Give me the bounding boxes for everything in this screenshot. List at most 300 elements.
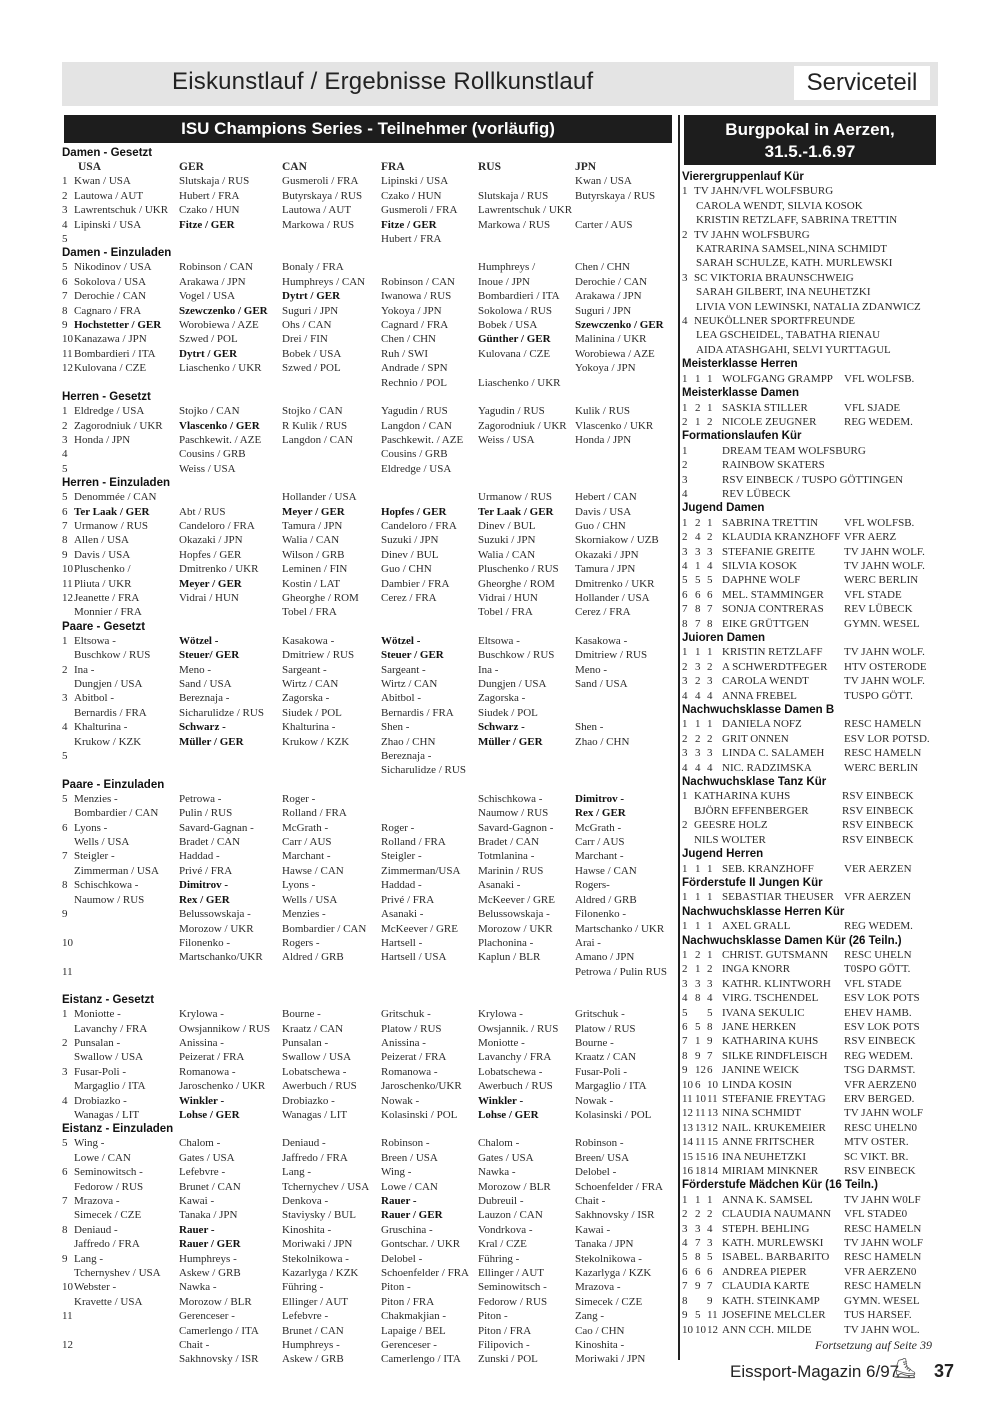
table-cell xyxy=(179,893,282,907)
table-cell xyxy=(381,347,478,361)
athlete-name: DAPHNE WOLF xyxy=(722,574,801,587)
skater-name: Stojko / CAN xyxy=(282,405,343,418)
table-cell xyxy=(575,376,675,390)
skater-name: Ina - xyxy=(478,663,499,676)
table-cell xyxy=(575,1108,675,1122)
table-cell xyxy=(179,720,282,734)
skater-name: Markowa / RUS xyxy=(478,218,551,231)
table-row xyxy=(62,1280,676,1294)
athlete-name: SABRINA TRETTIN xyxy=(722,516,819,529)
rank-1: 4 xyxy=(682,689,688,702)
athlete-name: CLAUDIA NAUMANN xyxy=(722,1208,832,1221)
skater-name: Lipinski / USA xyxy=(381,175,449,188)
skater-name: Piton - xyxy=(381,1281,411,1294)
table-row xyxy=(62,1324,676,1338)
skater-name: Moniotte - xyxy=(478,1036,525,1049)
row-number: 10 xyxy=(62,1281,73,1294)
rank-2: 10 xyxy=(695,1093,706,1105)
result-row xyxy=(682,1265,940,1279)
skater-name: Zagorodniuk / UKR xyxy=(74,419,163,432)
skater-name: Gerenceser - xyxy=(179,1310,235,1323)
result-row xyxy=(682,1092,940,1106)
table-cell xyxy=(282,533,381,547)
table-cell xyxy=(282,577,381,591)
table-cell xyxy=(62,1079,179,1093)
rank-3: 15 xyxy=(707,1136,718,1149)
row-number: 6 xyxy=(62,1166,68,1179)
result-row xyxy=(682,948,940,962)
club-name: TSG DARMST. xyxy=(844,1064,916,1077)
athlete-name: SONJA CONTRERAS xyxy=(722,603,824,616)
skater-name: Meno - xyxy=(575,663,608,676)
table-cell xyxy=(62,591,179,605)
table-cell xyxy=(575,490,675,504)
skater-name: Martschanko/UKR xyxy=(179,951,263,964)
rank-1: 8 xyxy=(682,617,688,630)
section-title: Herren - Einzuladen xyxy=(62,477,170,490)
table-cell xyxy=(62,218,179,232)
table-cell xyxy=(179,907,282,921)
table-cell xyxy=(478,174,575,188)
table-cell xyxy=(381,562,478,576)
row-number: 7 xyxy=(62,850,68,863)
table-cell xyxy=(62,893,179,907)
skater-name: McGrath - xyxy=(282,821,329,834)
skater-name: Czako / HUN xyxy=(179,204,240,217)
rank-1: 6 xyxy=(682,1265,688,1278)
club-name: RSV EINBECK xyxy=(844,1165,916,1178)
skater-name: Kral / CZE xyxy=(478,1238,527,1251)
athlete-name: GEESRE HOLZ xyxy=(694,819,768,832)
result-row xyxy=(682,746,940,760)
skater-name: Shen - xyxy=(381,721,410,734)
skater-name: Meyer / GER xyxy=(179,577,242,590)
table-cell xyxy=(179,447,282,461)
table-cell xyxy=(62,1151,179,1165)
team-entry xyxy=(682,314,940,357)
table-cell xyxy=(575,1266,675,1280)
table-row xyxy=(62,965,676,979)
table-cell xyxy=(179,218,282,232)
skater-name: Hollander / USA xyxy=(282,491,357,504)
table-cell xyxy=(179,864,282,878)
rank-3: 3 xyxy=(707,747,713,760)
table-cell xyxy=(575,1036,675,1050)
skater-name: Zagorska - xyxy=(478,692,526,705)
table-row xyxy=(62,332,676,346)
rank-3: 1 xyxy=(707,1193,713,1206)
section-gap xyxy=(62,979,676,993)
table-cell xyxy=(381,1338,478,1352)
table-cell xyxy=(575,907,675,921)
rank-3: 2 xyxy=(707,660,713,673)
result-row xyxy=(682,732,940,746)
rank-3: 2 xyxy=(707,415,713,428)
table-cell xyxy=(381,691,478,705)
skater-name: Hopfes / GER xyxy=(381,505,447,518)
table-cell xyxy=(381,1050,478,1064)
rank-3: 1 xyxy=(707,401,713,414)
pair-rank: 1 xyxy=(682,790,688,803)
banner-title: Eiskunstlauf / Ergebnisse Rollkunstlauf xyxy=(172,68,594,95)
table-cell xyxy=(381,1136,478,1150)
rank-1: 5 xyxy=(682,1006,688,1019)
table-cell xyxy=(478,218,575,232)
table-cell xyxy=(478,533,575,547)
table-row xyxy=(62,893,676,907)
skater-name: Lobatschewa - xyxy=(478,1065,543,1078)
club-name: WERC BERLIN xyxy=(844,761,919,774)
rank-1: 5 xyxy=(682,574,688,587)
club-name: TV JAHN WOLF xyxy=(844,1237,924,1250)
skater-name: Vidrai / HUN xyxy=(179,591,239,604)
skater-name: Bombardier / CAN xyxy=(74,807,159,820)
skater-name: Vlascenko / GER xyxy=(179,419,260,432)
rank-1: 3 xyxy=(682,747,688,760)
table-row xyxy=(62,1208,676,1222)
table-cell xyxy=(478,260,575,274)
table-cell xyxy=(575,591,675,605)
table-cell xyxy=(575,691,675,705)
skater-name: Robinson - xyxy=(381,1137,430,1150)
skater-name: Wilson / GRB xyxy=(282,548,345,561)
table-cell xyxy=(282,289,381,303)
table-cell xyxy=(575,792,675,806)
skater-name: Lefebvre - xyxy=(282,1310,329,1323)
skater-name: Inoue / JPN xyxy=(478,275,530,288)
skater-name: Hubert / FRA xyxy=(179,189,240,202)
table-cell xyxy=(282,1266,381,1280)
rank-3 xyxy=(707,487,722,501)
club-name: RSV EINBECK xyxy=(842,804,914,817)
table-row xyxy=(62,232,676,246)
skater-name: Gritschuk - xyxy=(575,1008,625,1021)
table-cell xyxy=(179,936,282,950)
table-cell xyxy=(575,562,675,576)
row-number: 7 xyxy=(62,290,68,303)
table-cell xyxy=(381,835,478,849)
table-cell xyxy=(478,706,575,720)
athlete-name: JANINE WEICK xyxy=(722,1064,800,1077)
skater-name: Cerez / FRA xyxy=(381,591,437,604)
skater-name: Margaglio / ITA xyxy=(74,1080,146,1093)
rank-2: 8 xyxy=(695,1251,701,1264)
rank-2: 1 xyxy=(695,920,701,933)
skater-name: Leminen / FIN xyxy=(282,563,348,576)
champions-series-table xyxy=(62,146,676,1367)
table-cell xyxy=(179,1266,282,1280)
athlete-name: IVANA SEKULIC xyxy=(722,1006,805,1019)
skater-name: Dubreuil - xyxy=(478,1195,524,1207)
skater-name: Swallow / USA xyxy=(74,1051,144,1064)
table-cell xyxy=(62,922,179,936)
rank-2: 5 xyxy=(695,1020,701,1033)
skater-name: Sargeant - xyxy=(381,663,426,676)
table-cell xyxy=(179,332,282,346)
table-cell xyxy=(179,1065,282,1079)
table-cell xyxy=(282,419,381,433)
table-cell xyxy=(575,361,675,375)
skater-name: Sand / USA xyxy=(179,678,232,690)
table-cell xyxy=(381,519,478,533)
table-cell xyxy=(478,462,575,476)
row-number: 6 xyxy=(62,505,68,518)
team-entry xyxy=(682,228,940,271)
table-cell xyxy=(575,950,675,964)
skater-name: Jaroschenko / UKR xyxy=(179,1080,266,1093)
table-cell xyxy=(575,1208,675,1222)
table-cell xyxy=(62,634,179,648)
skater-name: Kinoshita - xyxy=(575,1339,625,1352)
table-cell xyxy=(282,1022,381,1036)
table-cell xyxy=(282,1295,381,1309)
skater-name: Lipinski / USA xyxy=(74,218,142,231)
table-cell xyxy=(282,347,381,361)
skater-name: Worobiewa / AZE xyxy=(179,319,259,332)
skater-name: Szewczenko / GER xyxy=(575,319,664,332)
skater-name: Buschkow / RUS xyxy=(478,649,555,662)
row-number: 2 xyxy=(62,419,68,432)
skater-name: Sakhnovsky / ISR xyxy=(575,1209,655,1222)
row-number: 7 xyxy=(62,1195,68,1207)
table-cell xyxy=(381,318,478,332)
athlete-name: BJÖRN EFFENBERGER xyxy=(694,804,809,817)
result-row xyxy=(682,833,940,847)
club-name: VFL STADE xyxy=(844,588,902,601)
table-cell xyxy=(478,1007,575,1021)
table-cell xyxy=(478,720,575,734)
table-cell xyxy=(62,1338,179,1352)
table-cell xyxy=(62,1237,179,1251)
table-row xyxy=(62,648,676,662)
rank-2 xyxy=(695,458,707,472)
rank-1: 10 xyxy=(682,1323,693,1336)
result-row xyxy=(682,487,940,501)
table-cell xyxy=(62,462,179,476)
skater-name: Müller / GER xyxy=(179,735,244,748)
table-cell xyxy=(478,1065,575,1079)
table-cell xyxy=(62,1324,179,1338)
table-cell xyxy=(478,404,575,418)
rank-3: 1 xyxy=(707,516,713,529)
table-cell xyxy=(575,419,675,433)
skater-name: Steuer/ GER xyxy=(179,649,240,662)
club-name: REG WEDEM. xyxy=(844,920,913,933)
rank-3: 1 xyxy=(707,891,713,904)
table-cell xyxy=(381,1065,478,1079)
skater-name: Candeloro / FRA xyxy=(381,519,457,532)
table-cell xyxy=(575,404,675,418)
result-row xyxy=(682,1250,940,1264)
table-cell xyxy=(282,936,381,950)
club-name: GYMN. WESEL xyxy=(844,617,920,630)
rank-3: 9 xyxy=(707,1294,713,1307)
athlete-name: REV LÜBECK xyxy=(722,487,791,500)
table-cell xyxy=(575,304,675,318)
table-cell xyxy=(478,806,575,820)
skater-name: Gontschar. / UKR xyxy=(381,1238,461,1251)
table-cell xyxy=(381,275,478,289)
table-row xyxy=(62,1180,676,1194)
section-title: Nachwuchsklasse Damen B xyxy=(682,704,835,717)
skater-name: Filonenko - xyxy=(179,936,231,949)
skater-name: Rolland / FRA xyxy=(282,807,347,820)
table-cell xyxy=(575,821,675,835)
rank-1: 11 xyxy=(682,1093,693,1105)
table-cell xyxy=(282,1108,381,1122)
table-cell xyxy=(179,361,282,375)
table-cell xyxy=(179,1151,282,1165)
table-row xyxy=(62,304,676,318)
section-title: Nachwuchsklase Tanz Kür xyxy=(682,776,827,789)
skater-name: Brunet / CAN xyxy=(179,1180,241,1193)
table-row xyxy=(62,1108,676,1122)
skater-name: Schischkowa - xyxy=(74,879,139,892)
skater-name: Tchernychev / USA xyxy=(282,1180,370,1193)
club-name: RESC HAMELN xyxy=(844,1280,922,1293)
rank-1: 2 xyxy=(682,963,688,976)
skater-name: Chen / CHN xyxy=(575,261,630,274)
skater-name: Honda / JPN xyxy=(74,433,131,446)
table-cell xyxy=(179,792,282,806)
table-cell xyxy=(179,433,282,447)
table-row xyxy=(62,419,676,433)
skater-name: Carter / AUS xyxy=(575,218,633,231)
athlete-name: NICOLE ZEUGNER xyxy=(722,415,817,428)
burgpokal-results xyxy=(682,170,940,1353)
result-row xyxy=(682,1279,940,1293)
table-row xyxy=(62,792,676,806)
club-name: RESC UHELN0 xyxy=(844,1121,918,1134)
skater-name: Ter Laak / GER xyxy=(74,505,150,518)
table-cell xyxy=(282,174,381,188)
table-cell xyxy=(381,462,478,476)
skater-name: Allen / USA xyxy=(74,534,129,547)
skater-name: Sakhnovsky / ISR xyxy=(179,1353,259,1366)
skater-name: Steuer / GER xyxy=(381,649,444,662)
table-cell xyxy=(575,260,675,274)
rank-3: 1 xyxy=(707,718,713,731)
table-cell xyxy=(381,864,478,878)
skater-name: Martschanko / UKR xyxy=(575,922,665,935)
result-row xyxy=(682,1135,940,1149)
skater-name: Krukow / KZK xyxy=(74,735,142,748)
skater-name: Abitbol - xyxy=(381,692,422,705)
skater-name: Pluschenko / xyxy=(74,563,131,576)
skater-name: Rauer - xyxy=(179,1223,215,1236)
club-name: T0SPO GÖTT. xyxy=(844,963,911,976)
skater-name: Tamura / JPN xyxy=(282,519,343,532)
table-cell xyxy=(478,1324,575,1338)
skater-name: Stekolnikowa - xyxy=(575,1252,642,1265)
table-cell xyxy=(478,490,575,504)
table-cell xyxy=(575,1223,675,1237)
team-members: AIDA ATASHGAHI, SELVI YURTTAGUL xyxy=(696,343,891,356)
table-cell xyxy=(381,922,478,936)
row-number: 9 xyxy=(62,908,68,921)
skater-name: Denommée / CAN xyxy=(74,491,157,504)
rank-3: 2 xyxy=(707,531,713,544)
team-members: LIVIA VON LEWINSKI, NATALIA ZDANWICZ xyxy=(696,300,921,313)
table-cell xyxy=(478,332,575,346)
athlete-name: ANNE FRITSCHER xyxy=(722,1136,815,1149)
row-number: 5 xyxy=(62,462,68,475)
table-cell xyxy=(478,849,575,863)
skater-name: Abt / RUS xyxy=(179,505,226,518)
club-name: TV JAHN WOLF. xyxy=(844,545,925,558)
table-row xyxy=(62,1065,676,1079)
table-cell xyxy=(282,965,381,979)
table-cell xyxy=(478,419,575,433)
table-cell xyxy=(62,864,179,878)
table-cell xyxy=(179,706,282,720)
table-cell xyxy=(282,519,381,533)
rank-1: 4 xyxy=(682,487,688,500)
row-number: 5 xyxy=(62,491,68,504)
skater-name: Skorniakow / UZB xyxy=(575,534,659,547)
table-cell xyxy=(478,376,575,390)
skater-name: Kazarlyga / KZK xyxy=(575,1267,652,1280)
skater-name: Fusar-Poli - xyxy=(74,1065,127,1078)
skater-name: Dinev / BUL xyxy=(478,519,536,532)
table-row xyxy=(62,490,676,504)
skater-name: Cousins / GRB xyxy=(381,448,448,461)
table-cell xyxy=(62,1180,179,1194)
table-cell xyxy=(381,1252,478,1266)
rank-3 xyxy=(707,444,722,458)
skater-name: Haddad - xyxy=(381,879,422,892)
table-cell xyxy=(179,1165,282,1179)
athlete-name: ANNA FREBEL xyxy=(722,689,797,702)
rank-3: 4 xyxy=(707,992,713,1005)
table-cell xyxy=(575,447,675,461)
row-number: 3 xyxy=(62,433,68,446)
rank-3 xyxy=(707,473,722,487)
table-cell xyxy=(575,1094,675,1108)
table-cell xyxy=(575,347,675,361)
table-cell xyxy=(478,1050,575,1064)
athlete-name: MIRIAM MINKNER xyxy=(722,1165,819,1178)
row-number: 9 xyxy=(62,548,68,561)
team-members: KATRARINA SAMSEL,NINA SCHMIDT xyxy=(696,243,887,256)
table-cell xyxy=(282,361,381,375)
row-number: 8 xyxy=(62,1223,68,1236)
table-row xyxy=(62,634,676,648)
skater-name: Suzuki / JPN xyxy=(478,534,536,547)
club-name: TV JAHN WOLF. xyxy=(844,559,925,572)
athlete-name: STEFANIE FREYTAG xyxy=(722,1093,826,1105)
athlete-name: CLAUDIA KARTE xyxy=(722,1280,810,1293)
athlete-name: STEFANIE GREITE xyxy=(722,545,815,558)
table-cell xyxy=(381,1180,478,1194)
table-cell xyxy=(62,1007,179,1021)
rank-2: 7 xyxy=(695,1237,701,1250)
table-cell xyxy=(62,677,179,691)
skater-name: Meno - xyxy=(179,663,212,676)
skater-name: Kasakowa - xyxy=(575,634,628,647)
skater-name: Hartsell - xyxy=(381,936,423,949)
table-cell xyxy=(575,1252,675,1266)
table-cell xyxy=(62,1295,179,1309)
rank-3: 11 xyxy=(707,1093,718,1105)
skater-name: Carr / AUS xyxy=(575,836,625,849)
skater-name: Weiss / USA xyxy=(179,462,236,475)
table-cell xyxy=(478,663,575,677)
skater-name: Hopfes / GER xyxy=(179,548,242,561)
spacer xyxy=(682,804,694,818)
result-row xyxy=(682,473,940,487)
table-cell xyxy=(381,1194,478,1208)
